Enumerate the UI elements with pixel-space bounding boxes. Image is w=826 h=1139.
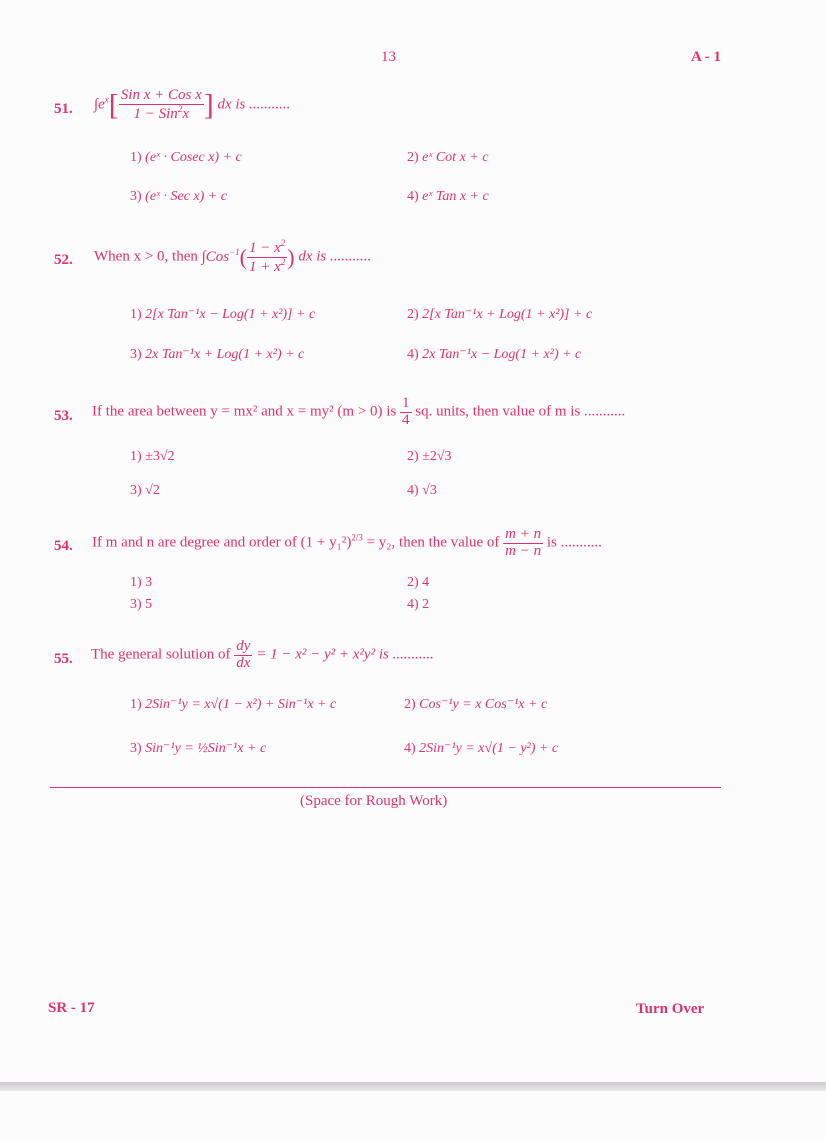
option-52-2: 2) 2[x Tan⁻¹x + Log(1 + x²)] + c	[407, 307, 593, 322]
paper-code: A - 1	[691, 49, 721, 65]
question-stem-54: If m and n are degree and order of $(1 + y_1^2)^{2/3} = y_2$, then the value of $\frac{m + n}{m - n}$ is ...........	[92, 526, 602, 559]
option-51-3: 3) (eˣ · Sec x) + c	[130, 189, 227, 204]
option-52-1: 1) 2[x Tan⁻¹x − Log(1 + x²)] + c	[130, 307, 316, 322]
option-51-4: 4) eˣ Tan x + c	[407, 189, 489, 204]
option-51-1: 1) (eˣ · Cosec x) + c	[130, 150, 242, 165]
option-53-3: 3) √2	[130, 483, 160, 498]
stem-prefix: If m and n are degree and order of (1 + y₁²)	[92, 534, 352, 551]
question-stem-55: The general solution of $\frac{dy}{dx}$ = 1 − x² − y² + x²y² is ...........	[91, 638, 434, 671]
option-55-1: 1) 2Sin⁻¹y = x√(1 − x²) + Sin⁻¹x + c	[130, 697, 337, 712]
stem-prefix: When x > 0, then	[94, 248, 198, 265]
rough-work-divider	[50, 787, 721, 788]
question-stem-53: If the area between y = mx² and x = my² (m > 0) is $\frac{1}{4}$ sq. units, then value of m is ...........	[92, 395, 626, 428]
option-54-4: 4) 2	[407, 597, 430, 612]
question-stem-52: When x > 0, then ∫Cos$^{-1}$( $\frac{1 - x^2}{1 + x^2}$ ) dx is ...........	[94, 238, 372, 275]
option-53-1: 1) ±3√2	[130, 449, 175, 464]
stem-prefix: If the area between y = mx² and x = my² (m > 0) is	[92, 403, 397, 420]
question-number-52: 52.	[54, 252, 73, 268]
option-54-2: 2) 4	[407, 575, 430, 590]
stem-suffix: dx is ...........	[217, 96, 291, 113]
rough-work-label: (Space for Rough Work)	[300, 793, 448, 809]
scan-edge	[0, 1082, 826, 1091]
stem-prefix: ∫e	[94, 96, 105, 113]
option-53-2: 2) ±2√3	[407, 449, 452, 464]
stem-prefix: The general solution of	[91, 646, 231, 663]
option-52-4: 4) 2x Tan⁻¹x − Log(1 + x²) + c	[407, 347, 582, 362]
stem-suffix: is ...........	[546, 534, 602, 551]
stem-suffix: sq. units, then value of m is ...........	[415, 403, 626, 420]
question-stem-51: $\int e^x$[ $\frac{\text{Sin x + Cos x}}{1 - Sin^2x}$ ] dx is ...........	[94, 87, 291, 122]
option-55-2: 2) Cos⁻¹y = x Cos⁻¹x + c	[404, 697, 548, 712]
question-number-53: 53.	[54, 408, 73, 424]
option-52-3: 3) 2x Tan⁻¹x + Log(1 + x²) + c	[130, 347, 305, 362]
stem-suffix: dx is ...........	[298, 248, 372, 265]
option-55-3: 3) Sin⁻¹y = ½Sin⁻¹x + c	[130, 741, 267, 756]
option-51-2: 2) eˣ Cot x + c	[407, 150, 489, 165]
option-54-1: 1) 3	[130, 575, 153, 590]
stem-suffix: = 1 − x² − y² + x²y² is ...........	[256, 646, 434, 663]
option-55-4: 4) 2Sin⁻¹y = x√(1 − y²) + c	[404, 741, 559, 756]
turn-over-label: Turn Over	[636, 1001, 705, 1017]
option-53-4: 4) √3	[407, 483, 437, 498]
question-number-54: 54.	[54, 538, 73, 554]
option-54-3: 3) 5	[130, 597, 153, 612]
question-number-55: 55.	[54, 651, 73, 667]
stem-mid: = y₂, then the value of	[366, 534, 500, 551]
page-number: 13	[381, 49, 396, 65]
footer-code: SR - 17	[48, 1000, 95, 1016]
question-number-51: 51.	[54, 101, 73, 117]
